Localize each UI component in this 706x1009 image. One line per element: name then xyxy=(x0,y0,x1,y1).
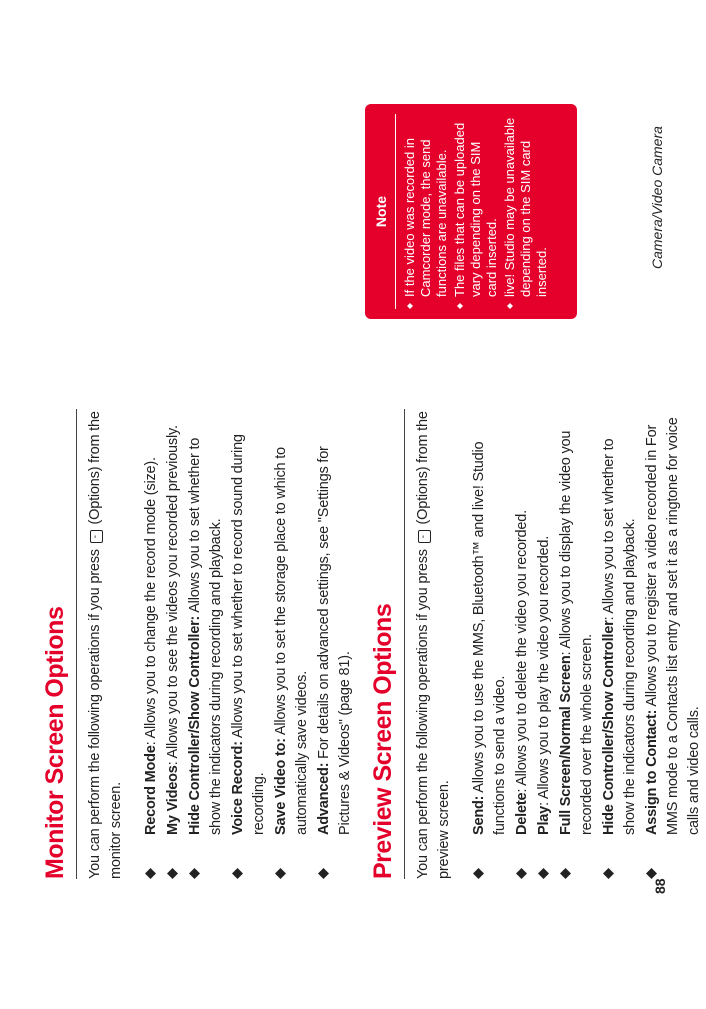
option-desc: For details on advanced settings, see "Settings for Pictures & Videos" (page 81). xyxy=(316,446,353,835)
diamond-bullet-icon xyxy=(318,868,329,879)
list-item xyxy=(642,409,705,879)
option-term: My Videos xyxy=(165,765,181,835)
diamond-bullet-icon xyxy=(538,868,549,879)
option-term: Advanced: xyxy=(316,762,332,835)
note-item xyxy=(452,114,500,309)
note-text: The files that can be uploaded vary depending on the SIM card inserted. xyxy=(452,122,499,297)
note-title: Note xyxy=(373,195,389,228)
section-divider xyxy=(404,409,405,879)
option-term: Save Video to: xyxy=(273,738,289,835)
option-term: Send: xyxy=(471,795,487,835)
list-item xyxy=(185,409,227,879)
option-desc: : Allows you to set whether to show the indicators during recording and playback. xyxy=(601,438,638,835)
option-desc: : Allows you to play the video you recorded. xyxy=(536,535,552,806)
option-term: Delete xyxy=(514,792,530,835)
list-item xyxy=(512,409,533,879)
option-term: Record Mode xyxy=(143,745,159,835)
note-text: live! Studio may be unavailable depending on the SIM card inserted. xyxy=(502,117,549,297)
option-desc: Allows you to set whether to record sound during recording. xyxy=(230,434,267,835)
monitor-intro xyxy=(85,409,127,879)
diamond-bullet-icon xyxy=(457,303,463,309)
options-softkey-icon: - xyxy=(418,530,431,543)
intro-text: (Options) from the monitor screen. xyxy=(87,411,124,879)
diamond-bullet-icon xyxy=(560,868,571,879)
options-softkey-icon: - xyxy=(90,530,103,543)
diamond-bullet-icon xyxy=(189,868,200,879)
note-divider xyxy=(395,114,396,309)
diamond-bullet-icon xyxy=(167,868,178,879)
option-term: Voice Record: xyxy=(230,741,246,835)
diamond-bullet-icon xyxy=(407,303,413,309)
intro-text: You can perform the following operations if you press xyxy=(415,549,431,879)
option-desc: : Allows you to see the videos you recorded previously. xyxy=(165,425,181,766)
option-desc: Allows you to set the storage place to which to automatically save videos. xyxy=(273,447,310,835)
diamond-bullet-icon xyxy=(145,868,156,879)
option-term: Hide Controller/Show Controller xyxy=(601,620,617,835)
preview-section-title: Preview Screen Options xyxy=(369,603,397,879)
list-item xyxy=(271,409,313,879)
note-item xyxy=(402,114,450,309)
option-desc: Allows you to register a video recorded in For MMS mode to a Contacts list entry and set it as a ringtone for voice calls and video calls. xyxy=(644,417,702,835)
page-number: 88 xyxy=(652,878,668,894)
monitor-section-title: Monitor Screen Options xyxy=(41,606,69,879)
list-item xyxy=(556,409,598,879)
option-desc: : Allows you to delete the video you recorded. xyxy=(514,510,530,793)
option-term: Play xyxy=(536,805,552,835)
diamond-bullet-icon xyxy=(603,868,614,879)
option-desc: : Allows you to display the video you recorded over the whole screen. xyxy=(558,430,595,835)
diamond-bullet-icon xyxy=(473,868,484,879)
list-item xyxy=(228,409,270,879)
diamond-bullet-icon xyxy=(507,303,513,309)
option-desc: : Allows you to change the record mode (size). xyxy=(143,457,159,746)
note-item xyxy=(502,114,550,309)
list-item xyxy=(469,409,511,879)
list-item xyxy=(534,409,555,879)
intro-text: You can perform the following operations if you press xyxy=(87,549,103,879)
option-term: Full Screen/Normal Screen xyxy=(558,655,574,835)
note-box xyxy=(365,104,577,319)
note-list xyxy=(402,114,550,309)
diamond-bullet-icon xyxy=(516,868,527,879)
diamond-bullet-icon xyxy=(275,868,286,879)
option-desc: Allows you to use the MMS, Bluetooth™ and live! Studio functions to send a video. xyxy=(471,441,508,835)
preview-options-list xyxy=(469,409,705,879)
list-item xyxy=(599,409,641,879)
list-item xyxy=(141,409,162,879)
list-item xyxy=(163,409,184,879)
preview-intro xyxy=(413,409,455,879)
diamond-bullet-icon xyxy=(232,868,243,879)
option-term: Hide Controller/Show Controller: xyxy=(187,615,203,835)
monitor-options-list xyxy=(141,409,356,879)
intro-text: (Options) from the preview screen. xyxy=(415,411,452,879)
section-name: Camera/Video Camera xyxy=(649,126,665,269)
note-text: If the video was recorded in Camcorder mode, the send functions are unavailable. xyxy=(402,138,449,297)
main-column xyxy=(40,409,706,879)
section-divider xyxy=(76,409,77,879)
option-desc: Allows you to set whether to show the indicators during recording and playback. xyxy=(187,437,224,835)
list-item xyxy=(314,409,356,879)
option-term: Assign to Contact: xyxy=(644,709,660,835)
